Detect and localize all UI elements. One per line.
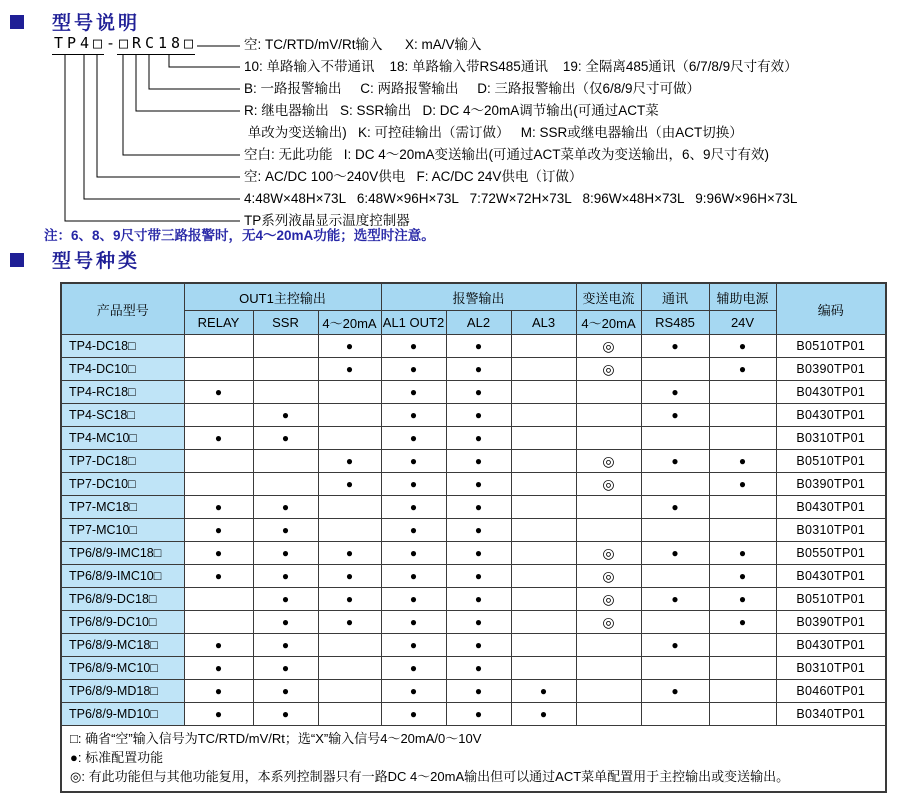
standard-function-mark: ●	[446, 634, 511, 657]
table-row	[61, 565, 886, 588]
order-code-cell: B0310TP01	[776, 427, 886, 450]
table-row	[61, 496, 886, 519]
standard-function-mark: ●	[253, 657, 318, 680]
empty-cell	[709, 657, 776, 680]
standard-function-mark: ●	[253, 542, 318, 565]
empty-cell	[511, 588, 576, 611]
empty-cell	[709, 634, 776, 657]
empty-cell	[709, 404, 776, 427]
section-bullet-icon	[10, 253, 24, 267]
shared-function-mark: ◎	[576, 542, 641, 565]
standard-function-mark: ●	[446, 588, 511, 611]
code-option-box: □	[91, 34, 104, 55]
code-char: R	[130, 34, 143, 55]
empty-cell	[511, 565, 576, 588]
product-model-cell: TP4-RC18□	[61, 381, 184, 404]
standard-function-mark: ●	[446, 473, 511, 496]
shared-function-mark: ◎	[576, 611, 641, 634]
standard-function-mark: ●	[381, 450, 446, 473]
standard-function-mark: ●	[446, 565, 511, 588]
order-code-cell: B0390TP01	[776, 611, 886, 634]
standard-function-mark: ●	[381, 680, 446, 703]
table-row	[61, 473, 886, 496]
empty-cell	[511, 657, 576, 680]
standard-function-mark: ●	[446, 611, 511, 634]
empty-cell	[253, 450, 318, 473]
standard-function-mark: ●	[641, 404, 709, 427]
order-code-cell: B0310TP01	[776, 657, 886, 680]
code-char: -	[105, 34, 116, 52]
product-model-cell: TP4-DC18□	[61, 335, 184, 358]
standard-function-mark: ●	[641, 381, 709, 404]
standard-function-mark: ●	[253, 496, 318, 519]
column-sub-header: AL3	[511, 311, 576, 335]
column-sub-header: SSR	[253, 311, 318, 335]
table-row	[61, 542, 886, 565]
table-row	[61, 427, 886, 450]
standard-function-mark: ●	[318, 473, 381, 496]
standard-function-mark: ●	[381, 427, 446, 450]
diagram-option-line: TP系列液晶显示温度控制器	[244, 213, 410, 228]
section-title-model-spec: 型号说明	[52, 13, 141, 34]
empty-cell	[641, 427, 709, 450]
standard-function-mark: ●	[381, 588, 446, 611]
empty-cell	[184, 611, 253, 634]
standard-function-mark: ●	[253, 519, 318, 542]
standard-function-mark: ●	[253, 404, 318, 427]
standard-function-mark: ●	[709, 473, 776, 496]
empty-cell	[511, 519, 576, 542]
standard-function-mark: ●	[381, 657, 446, 680]
empty-cell	[318, 634, 381, 657]
table-row	[61, 450, 886, 473]
standard-function-mark: ●	[381, 381, 446, 404]
standard-function-mark: ●	[318, 335, 381, 358]
empty-cell	[511, 450, 576, 473]
diagram-option-line: B: 一路报警输出 C: 两路报警输出 D: 三路报警输出（仅6/8/9尺寸可做）	[244, 81, 701, 96]
standard-function-mark: ●	[184, 565, 253, 588]
standard-function-mark: ●	[381, 404, 446, 427]
column-group-header: 辅助电源	[709, 283, 776, 311]
model-code-diagram	[0, 0, 900, 242]
empty-cell	[576, 496, 641, 519]
diagram-option-line: 空: AC/DC 100～240V供电 F: AC/DC 24V供电（订做）	[244, 169, 583, 184]
standard-function-mark: ●	[184, 519, 253, 542]
column-sub-header: 24V	[709, 311, 776, 335]
empty-cell	[641, 657, 709, 680]
shared-function-mark: ◎	[576, 565, 641, 588]
product-model-cell: TP6/8/9-MC10□	[61, 657, 184, 680]
order-code-cell: B0340TP01	[776, 703, 886, 726]
empty-cell	[253, 381, 318, 404]
standard-function-mark: ●	[253, 703, 318, 726]
empty-cell	[253, 473, 318, 496]
empty-cell	[318, 703, 381, 726]
order-code-cell: B0310TP01	[776, 519, 886, 542]
order-code-cell: B0430TP01	[776, 496, 886, 519]
empty-cell	[576, 703, 641, 726]
empty-cell	[511, 381, 576, 404]
standard-function-mark: ●	[381, 703, 446, 726]
order-code-cell: B0460TP01	[776, 680, 886, 703]
standard-function-mark: ●	[253, 588, 318, 611]
code-char: T	[52, 34, 65, 55]
standard-function-mark: ●	[446, 680, 511, 703]
column-sub-header: 4～20mA	[576, 311, 641, 335]
empty-cell	[709, 519, 776, 542]
standard-function-mark: ●	[381, 496, 446, 519]
empty-cell	[253, 335, 318, 358]
empty-cell	[318, 404, 381, 427]
column-sub-header: RS485	[641, 311, 709, 335]
footnote-shared-ring: ◎: 有此功能但与其他功能复用，本系列控制器只有一路DC 4～20mA输出但可以通过ACT菜单配置用于主控输出或变送输出。	[70, 769, 790, 784]
shared-function-mark: ◎	[576, 450, 641, 473]
standard-function-mark: ●	[446, 381, 511, 404]
standard-function-mark: ●	[184, 657, 253, 680]
standard-function-mark: ●	[381, 634, 446, 657]
product-model-cell: TP6/8/9-MD10□	[61, 703, 184, 726]
standard-function-mark: ●	[253, 565, 318, 588]
table-row	[61, 381, 886, 404]
model-types-table	[60, 282, 887, 793]
standard-function-mark: ●	[446, 519, 511, 542]
diagram-option-line: 4:48W×48H×73L 6:48W×96H×73L 7:72W×72H×73L 8:96W×48H×73L 9:96W×96H×73L	[244, 191, 798, 206]
section-model-types-header	[10, 246, 140, 273]
diagram-option-line: 单改为变送输出) K: 可控硅输出（需订做） M: SSR或继电器输出（由ACT切换）	[244, 125, 743, 140]
empty-cell	[576, 634, 641, 657]
standard-function-mark: ●	[641, 588, 709, 611]
empty-cell	[576, 519, 641, 542]
product-model-cell: TP7-DC18□	[61, 450, 184, 473]
product-model-cell: TP6/8/9-IMC18□	[61, 542, 184, 565]
standard-function-mark: ●	[641, 450, 709, 473]
empty-cell	[184, 450, 253, 473]
order-code-cell: B0430TP01	[776, 381, 886, 404]
code-char: C	[143, 34, 156, 55]
standard-function-mark: ●	[184, 542, 253, 565]
empty-cell	[184, 335, 253, 358]
empty-cell	[511, 473, 576, 496]
empty-cell	[318, 381, 381, 404]
standard-function-mark: ●	[446, 542, 511, 565]
order-code-cell: B0510TP01	[776, 335, 886, 358]
empty-cell	[318, 519, 381, 542]
column-group-header: OUT1主控输出	[184, 283, 381, 311]
product-model-cell: TP7-MC18□	[61, 496, 184, 519]
standard-function-mark: ●	[184, 427, 253, 450]
diagram-option-line: 10: 单路输入不带通讯 18: 单路输入带RS485通讯 19: 全隔离485通讯（6/7/8/9尺寸有效）	[244, 59, 798, 74]
code-char: 1	[156, 34, 169, 55]
table-row	[61, 404, 886, 427]
order-code-cell: B0430TP01	[776, 565, 886, 588]
standard-function-mark: ●	[446, 703, 511, 726]
table-row	[61, 519, 886, 542]
empty-cell	[709, 381, 776, 404]
standard-function-mark: ●	[709, 542, 776, 565]
standard-function-mark: ●	[381, 542, 446, 565]
empty-cell	[641, 565, 709, 588]
empty-cell	[511, 634, 576, 657]
empty-cell	[576, 404, 641, 427]
empty-cell	[576, 680, 641, 703]
order-code-cell: B0430TP01	[776, 634, 886, 657]
standard-function-mark: ●	[381, 358, 446, 381]
standard-function-mark: ●	[184, 634, 253, 657]
empty-cell	[511, 358, 576, 381]
diagram-option-line: R: 继电器输出 S: SSR输出 D: DC 4～20mA调节输出(可通过ACT菜	[244, 103, 659, 118]
standard-function-mark: ●	[318, 358, 381, 381]
product-model-cell: TP7-DC10□	[61, 473, 184, 496]
table-footnotes	[61, 726, 886, 793]
empty-cell	[511, 335, 576, 358]
empty-cell	[641, 703, 709, 726]
product-model-cell: TP6/8/9-DC10□	[61, 611, 184, 634]
table-row	[61, 611, 886, 634]
empty-cell	[511, 611, 576, 634]
order-code-cell: B0430TP01	[776, 404, 886, 427]
column-sub-header: 4～20mA	[318, 311, 381, 335]
code-char: P	[65, 34, 78, 55]
order-code-cell: B0390TP01	[776, 473, 886, 496]
product-model-cell: TP6/8/9-MD18□	[61, 680, 184, 703]
empty-cell	[253, 358, 318, 381]
column-header-product-model: 产品型号	[61, 283, 184, 335]
standard-function-mark: ●	[381, 519, 446, 542]
standard-function-mark: ●	[184, 381, 253, 404]
product-model-cell: TP6/8/9-IMC10□	[61, 565, 184, 588]
empty-cell	[576, 427, 641, 450]
shared-function-mark: ◎	[576, 335, 641, 358]
standard-function-mark: ●	[381, 611, 446, 634]
table-row	[61, 335, 886, 358]
empty-cell	[511, 404, 576, 427]
footnote-standard-dot: ●: 标准配置功能	[70, 750, 164, 765]
standard-function-mark: ●	[446, 496, 511, 519]
code-char: 4	[78, 34, 91, 55]
product-model-cell: TP4-DC10□	[61, 358, 184, 381]
product-model-cell: TP7-MC10□	[61, 519, 184, 542]
column-sub-header: AL1 OUT2	[381, 311, 446, 335]
standard-function-mark: ●	[446, 657, 511, 680]
empty-cell	[318, 680, 381, 703]
standard-function-mark: ●	[253, 634, 318, 657]
diagram-option-line: 空: TC/RTD/mV/Rt输入 X: mA/V输入	[244, 37, 482, 52]
standard-function-mark: ●	[641, 634, 709, 657]
product-model-cell: TP4-SC18□	[61, 404, 184, 427]
standard-function-mark: ●	[709, 565, 776, 588]
standard-function-mark: ●	[381, 565, 446, 588]
standard-function-mark: ●	[709, 450, 776, 473]
standard-function-mark: ●	[381, 335, 446, 358]
column-header-code: 编码	[776, 283, 886, 335]
standard-function-mark: ●	[318, 588, 381, 611]
column-group-header: 通讯	[641, 283, 709, 311]
standard-function-mark: ●	[184, 496, 253, 519]
column-group-header: 变送电流	[576, 283, 641, 311]
shared-function-mark: ◎	[576, 358, 641, 381]
empty-cell	[184, 588, 253, 611]
standard-function-mark: ●	[641, 680, 709, 703]
product-model-cell: TP4-MC10□	[61, 427, 184, 450]
empty-cell	[318, 657, 381, 680]
selection-note: 注：6、8、9尺寸带三路报警时，无4～20mA功能；选型时注意。	[44, 228, 435, 243]
empty-cell	[184, 358, 253, 381]
empty-cell	[641, 519, 709, 542]
standard-function-mark: ●	[184, 680, 253, 703]
diagram-option-line: 空白: 无此功能 I: DC 4～20mA变送输出(可通过ACT菜单改为变送输出，6、9尺寸有效)	[244, 147, 770, 162]
order-code-cell: B0550TP01	[776, 542, 886, 565]
empty-cell	[318, 496, 381, 519]
standard-function-mark: ●	[446, 450, 511, 473]
standard-function-mark: ●	[318, 450, 381, 473]
empty-cell	[184, 473, 253, 496]
product-model-cell: TP6/8/9-MC18□	[61, 634, 184, 657]
standard-function-mark: ●	[446, 358, 511, 381]
empty-cell	[511, 427, 576, 450]
table-row	[61, 680, 886, 703]
order-code-cell: B0510TP01	[776, 450, 886, 473]
column-group-header: 报警输出	[381, 283, 576, 311]
standard-function-mark: ●	[709, 588, 776, 611]
standard-function-mark: ●	[253, 427, 318, 450]
standard-function-mark: ●	[318, 565, 381, 588]
code-option-box: □	[182, 34, 195, 55]
empty-cell	[511, 496, 576, 519]
table-row	[61, 358, 886, 381]
product-model-cell: TP6/8/9-DC18□	[61, 588, 184, 611]
standard-function-mark: ●	[511, 680, 576, 703]
empty-cell	[184, 404, 253, 427]
column-sub-header: RELAY	[184, 311, 253, 335]
table-row	[61, 703, 886, 726]
empty-cell	[641, 473, 709, 496]
empty-cell	[709, 427, 776, 450]
code-char: 8	[169, 34, 182, 55]
standard-function-mark: ●	[641, 496, 709, 519]
standard-function-mark: ●	[446, 427, 511, 450]
standard-function-mark: ●	[641, 335, 709, 358]
footnote-blank-box: □: 确省“空”输入信号为TC/RTD/mV/Rt；选“X”输入信号4～20mA/0～10V	[70, 731, 482, 746]
empty-cell	[641, 358, 709, 381]
table-row	[61, 657, 886, 680]
standard-function-mark: ●	[446, 335, 511, 358]
empty-cell	[709, 703, 776, 726]
empty-cell	[641, 611, 709, 634]
standard-function-mark: ●	[511, 703, 576, 726]
empty-cell	[318, 427, 381, 450]
standard-function-mark: ●	[709, 358, 776, 381]
standard-function-mark: ●	[184, 703, 253, 726]
section-title-model-types: 型号种类	[52, 251, 141, 272]
empty-cell	[576, 657, 641, 680]
empty-cell	[709, 680, 776, 703]
table-row	[61, 588, 886, 611]
order-code-cell: B0510TP01	[776, 588, 886, 611]
standard-function-mark: ●	[318, 611, 381, 634]
shared-function-mark: ◎	[576, 588, 641, 611]
standard-function-mark: ●	[253, 680, 318, 703]
code-option-box: □	[117, 34, 130, 55]
standard-function-mark: ●	[709, 335, 776, 358]
standard-function-mark: ●	[709, 611, 776, 634]
column-sub-header: AL2	[446, 311, 511, 335]
standard-function-mark: ●	[253, 611, 318, 634]
order-code-cell: B0390TP01	[776, 358, 886, 381]
empty-cell	[709, 496, 776, 519]
standard-function-mark: ●	[446, 404, 511, 427]
standard-function-mark: ●	[381, 473, 446, 496]
empty-cell	[511, 542, 576, 565]
standard-function-mark: ●	[318, 542, 381, 565]
standard-function-mark: ●	[641, 542, 709, 565]
table-row	[61, 634, 886, 657]
shared-function-mark: ◎	[576, 473, 641, 496]
empty-cell	[576, 381, 641, 404]
